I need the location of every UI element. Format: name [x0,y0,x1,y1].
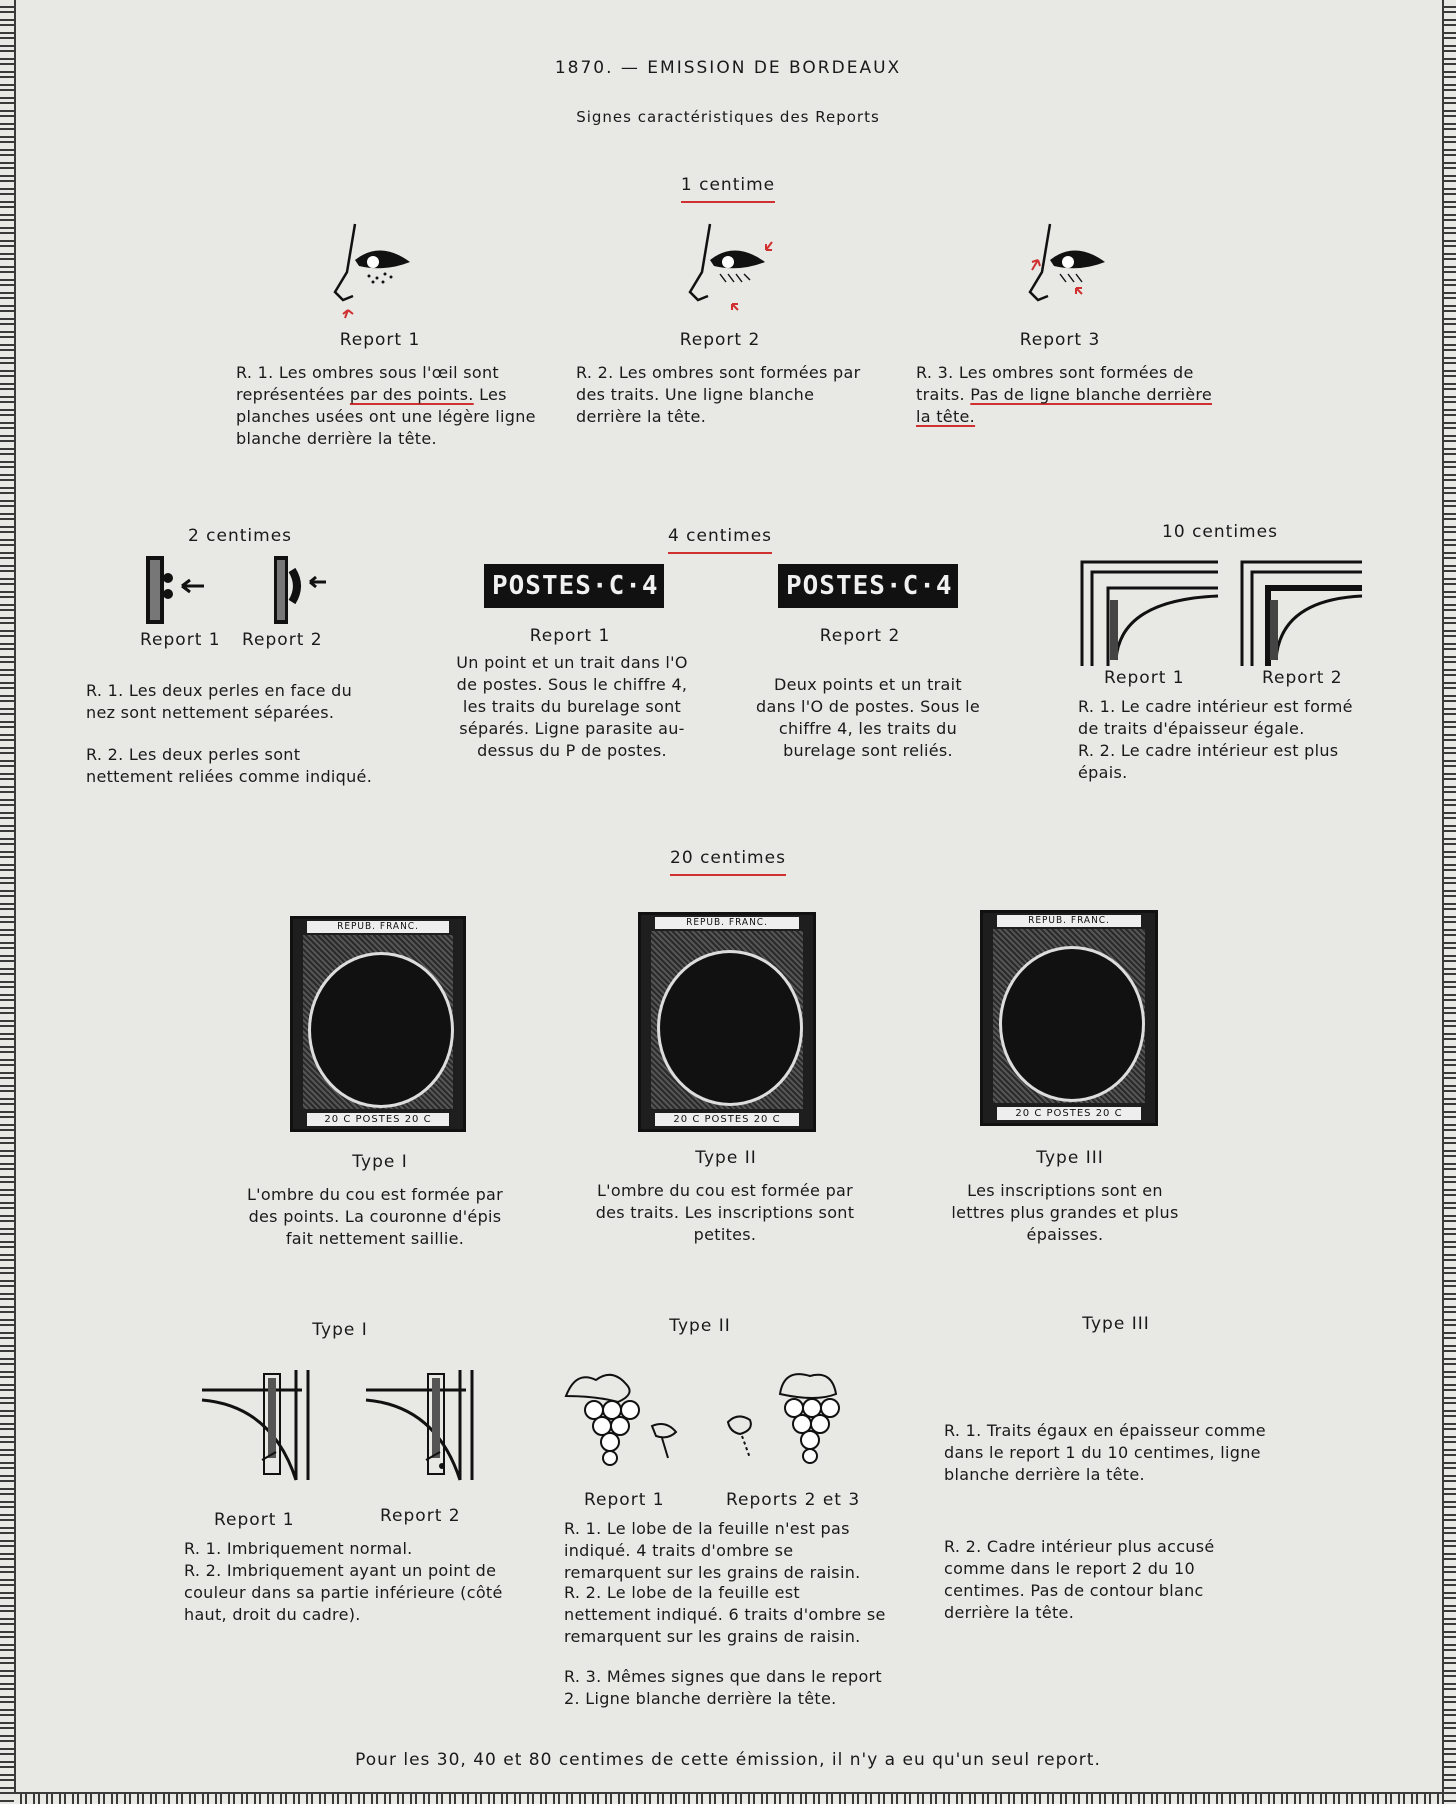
detail-type-1-heading: Type I [312,1320,368,1340]
c20-type-2-text: L'ombre du cou est formée par des traits. Les inscriptions sont petites. [595,1181,855,1244]
c2-report-2-text: R. 2. Les deux perles sont nettement reliées comme indiqué. [86,745,373,786]
c1-report-2-text: R. 2. Les ombres sont formées par des traits. Une ligne blanche derrière la tête. [576,363,861,426]
c1-report-1-text: R. 1. Les ombres sous l'œil sont représentées par des points. Les planches usées ont une légère ligne blanche derrière la tête. [236,363,536,448]
type3-report-1-text: R. 1. Traits égaux en épaisseur comme dans le report 1 du 10 centimes, ligne blanche derrière la tête. [944,1421,1266,1484]
type1-report-1-label: Report 1 [214,1510,295,1530]
type2-reports-2-3-label: Reports 2 et 3 [726,1490,861,1510]
c10-report-2-text: R. 2. Le cadre intérieur est plus épais. [1078,741,1339,782]
section-1-centime-heading: 1 centime [0,175,1456,195]
grapes-reports-2-3-icon [720,1364,860,1476]
c4-report-1-label: Report 1 [529,626,611,646]
profile-report-1-icon [325,222,425,314]
pearls-report-1-icon [142,556,212,626]
type1-report-2-text: R. 2. Imbriquement ayant un point de couleur dans sa partie inférieure (côté haut, droit du cadre). [184,1561,503,1624]
profile-report-2-icon [680,222,780,314]
type3-report-2-text: R. 2. Cadre intérieur plus accusé comme dans le report 2 du 10 centimes. Pas de contour blanc derrière la tête. [944,1537,1215,1622]
c10-report-1-text: R. 1. Le cadre intérieur est formé de traits d'épaisseur égale. [1078,697,1353,738]
pearls-report-2-icon [270,556,340,626]
c2-report-2-label: Report 2 [242,630,323,650]
type1-corner-report-1-icon [202,1370,314,1482]
section-20-centimes-heading: 20 centimes [0,848,1456,868]
c20-type-1-text: L'ombre du cou est formée par des points. La couronne d'épis fait nettement saillie. [246,1185,504,1248]
c2-report-1-text: R. 1. Les deux perles en face du nez sont nettement séparées. [86,681,353,722]
c20-type-2-label: Type II [695,1148,757,1168]
detail-type-2-heading: Type II [669,1316,731,1336]
c20-stamp-type-2: REPUB. FRANC. 20 C POSTES 20 C [638,912,816,1132]
detail-type-3-heading: Type III [1082,1314,1150,1334]
page-title: 1870. — EMISSION DE BORDEAUX [554,58,902,78]
type2-report-1-text: R. 1. Le lobe de la feuille n'est pas indiqué. 4 traits d'ombre se remarquent sur les grains de raisin. [564,1519,861,1582]
type1-report-1-text: R. 1. Imbriquement normal. [184,1539,413,1558]
page-subtitle: Signes caractéristiques des Reports [576,108,880,126]
c20-stamp-type-1: REPUB. FRANC. 20 C POSTES 20 C [290,916,466,1132]
left-greek-key-border [0,0,16,1804]
frame-report-2-icon [1240,560,1364,666]
c10-report-1-label: Report 1 [1104,668,1185,688]
c4-report-1-text: Un point et un trait dans l'O de postes. Sous le chiffre 4, les traits du burelage sont séparés. Ligne parasite au-dessus du P de postes. [456,653,688,760]
footer-note: Pour les 30, 40 et 80 centimes de cette émission, il n'y a eu qu'un seul report. [355,1750,1101,1770]
c20-stamp-type-3: REPUB. FRANC. 20 C POSTES 20 C [980,910,1158,1126]
bottom-greek-key-border [14,1792,1444,1804]
type2-report-1-label: Report 1 [584,1490,665,1510]
c1-report-3-text: R. 3. Les ombres sont formées de traits. Pas de ligne blanche derrière la tête. [916,363,1213,426]
c20-type-3-text: Les inscriptions sont en lettres plus grandes et plus épaisses. [951,1181,1179,1244]
c1-report-1-label: Report 1 [339,330,421,350]
c1-report-2-label: Report 2 [679,330,761,350]
c2-report-1-label: Report 1 [140,630,221,650]
section-2-centimes-heading: 2 centimes [187,526,293,546]
c20-type-3-label: Type III [1036,1148,1104,1168]
type1-report-2-label: Report 2 [380,1506,461,1526]
c10-report-2-label: Report 2 [1262,668,1343,688]
c20-type-1-label: Type I [352,1152,408,1172]
section-4-centimes-heading: 4 centimes [620,526,820,546]
c4-stamp-report-2: POSTES·C·4 [778,564,958,608]
type2-report-3-text: R. 3. Mêmes signes que dans le report 2. Ligne blanche derrière la tête. [564,1667,883,1708]
c4-report-2-text: Deux points et un trait dans l'O de postes. Sous le chiffre 4, les traits du burelage sont reliés. [756,675,980,760]
type2-report-2-text: R. 2. Le lobe de la feuille est nettement indiqué. 6 traits d'ombre se remarquent sur les grains de raisin. [564,1583,886,1646]
c4-report-2-label: Report 2 [819,626,901,646]
right-greek-key-border [1442,0,1456,1804]
profile-report-3-icon [1020,222,1120,314]
c4-stamp-report-1: POSTES·C·4 [484,564,664,608]
grapes-report-1-icon [556,1366,686,1476]
frame-report-1-icon [1080,560,1220,666]
section-10-centimes-heading: 10 centimes [1162,522,1278,542]
type1-corner-report-2-icon [366,1370,478,1482]
c1-report-3-label: Report 3 [1019,330,1101,350]
